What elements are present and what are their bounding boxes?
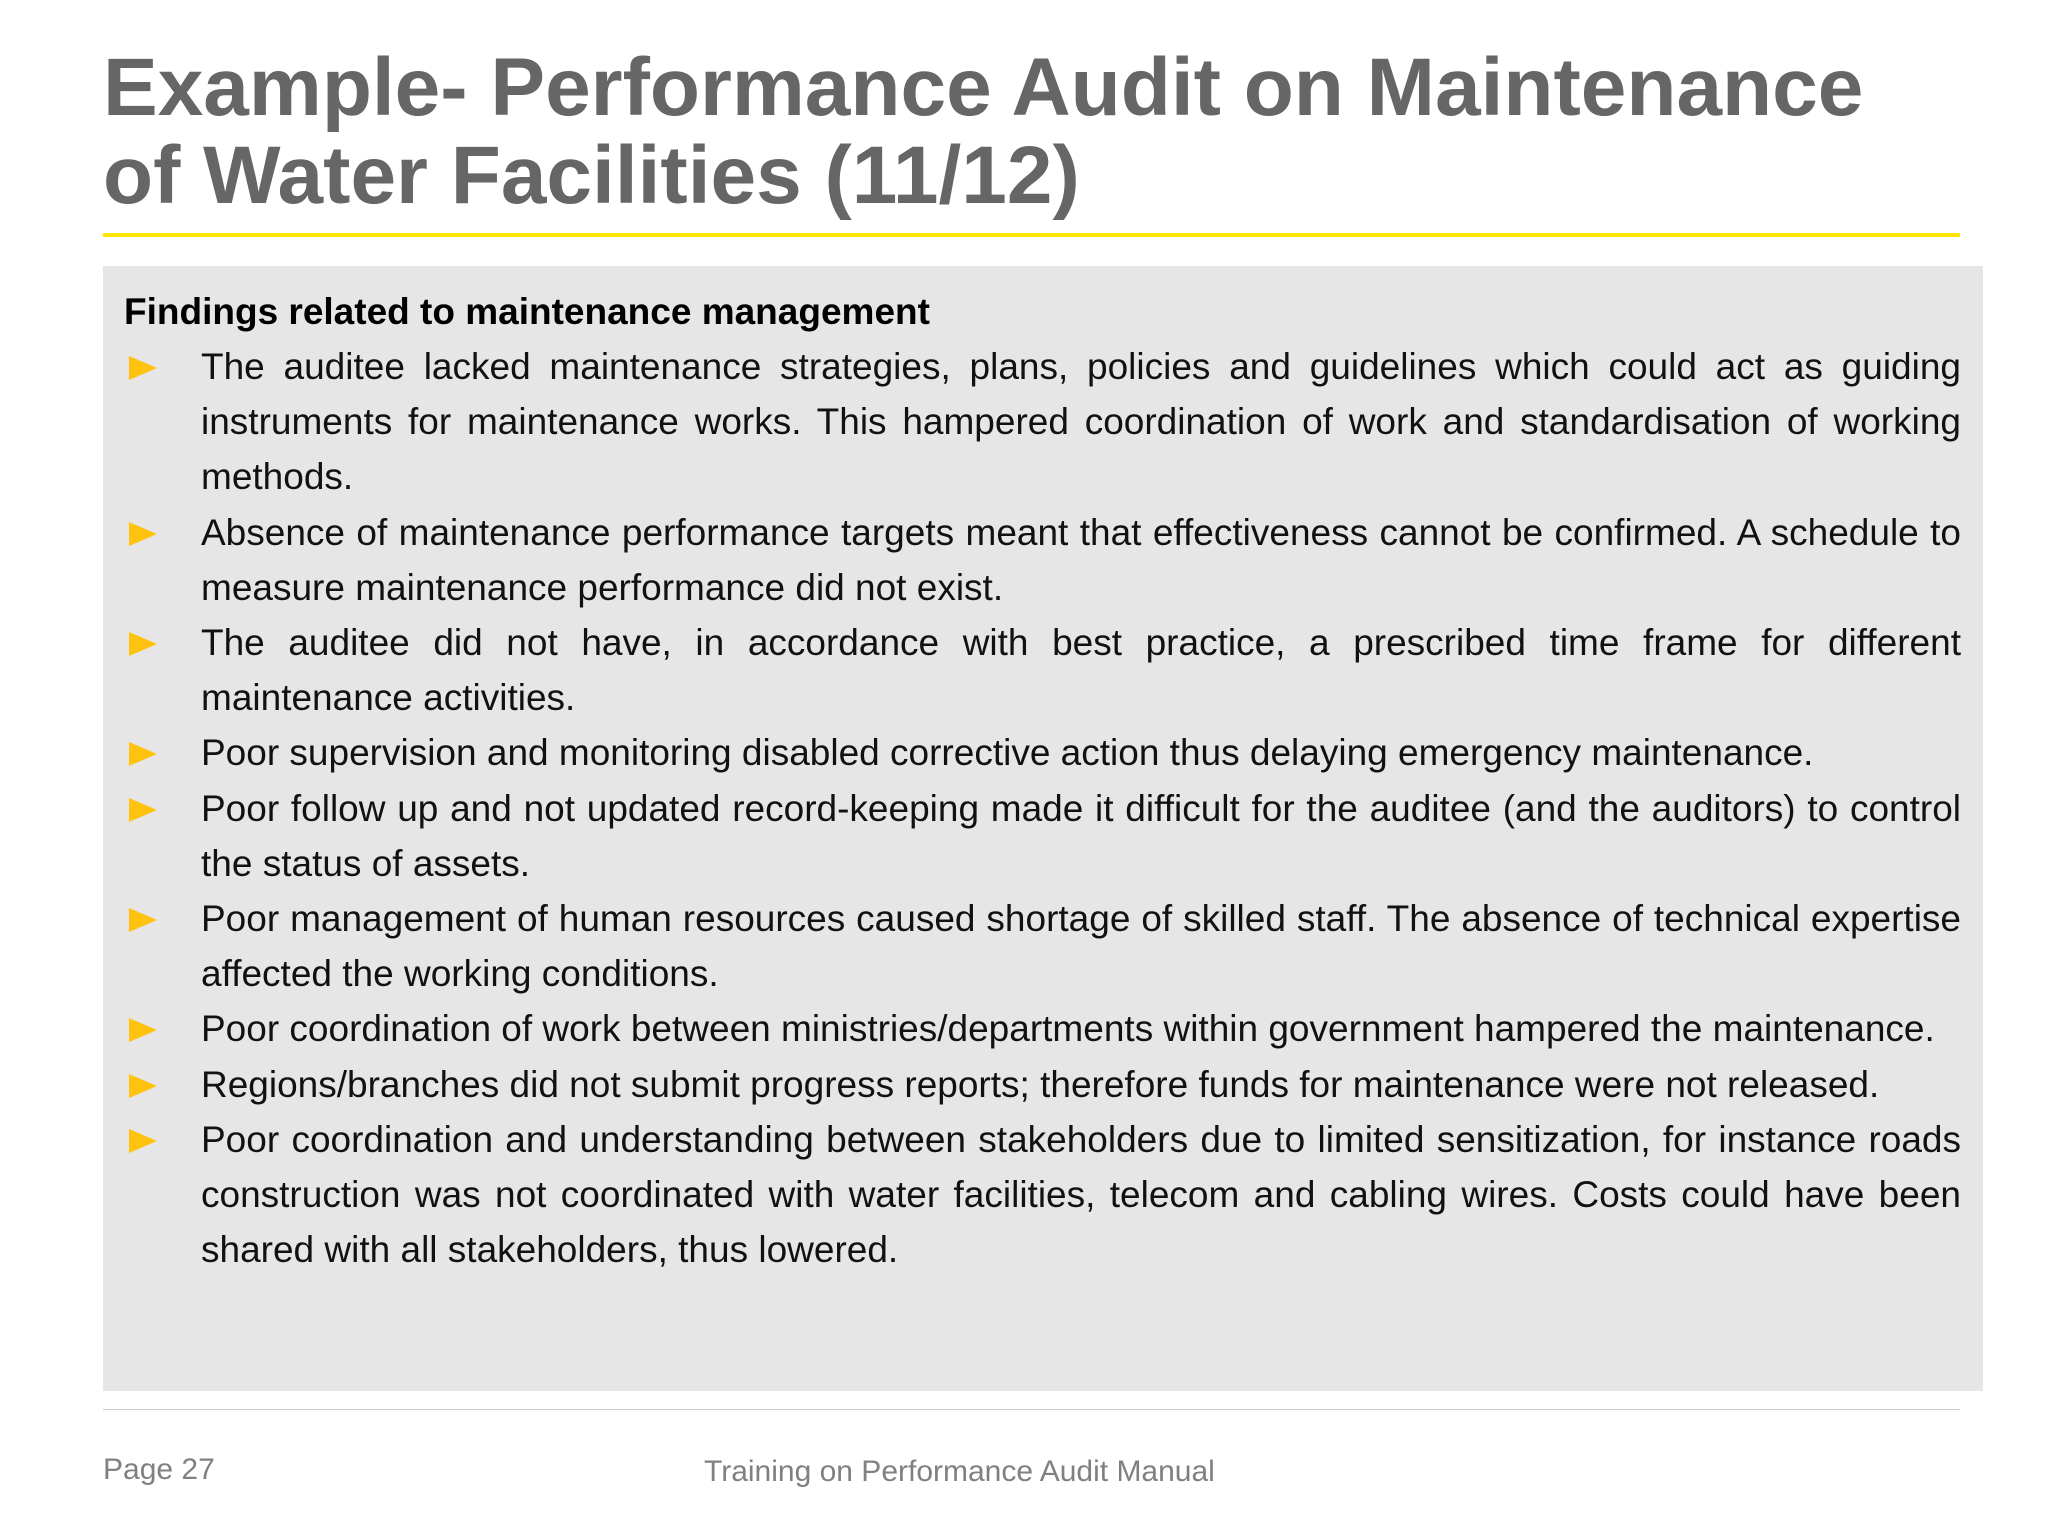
finding-text: Poor coordination of work between ministries/departments within government hampered the maintenance.	[201, 1008, 1935, 1050]
triangle-bullet-icon	[129, 908, 157, 932]
triangle-bullet-icon	[129, 1129, 157, 1153]
finding-text: The auditee lacked maintenance strategies, plans, policies and guidelines which could act as guiding instruments for maintenance works. This hampered coordination of work and standardisation of working methods.	[201, 346, 1961, 498]
triangle-bullet-icon	[129, 632, 157, 656]
footer-caption: Training on Performance Audit Manual	[704, 1455, 1215, 1488]
findings-list	[103, 339, 1961, 1277]
finding-item	[103, 1112, 1961, 1278]
triangle-bullet-icon	[129, 522, 157, 546]
findings-panel	[103, 266, 1983, 1391]
page-number: Page 27	[103, 1453, 215, 1486]
triangle-bullet-icon	[129, 1074, 157, 1098]
finding-item	[103, 781, 1961, 891]
findings-heading: Findings related to maintenance management	[124, 291, 930, 332]
triangle-bullet-icon	[129, 798, 157, 822]
finding-item	[103, 505, 1961, 615]
triangle-bullet-icon	[129, 742, 157, 766]
finding-item	[103, 1001, 1961, 1056]
finding-item	[103, 725, 1961, 780]
slide-title: Example- Performance Audit on Maintenance of Water Facilities (11/12)	[103, 42, 1864, 221]
finding-text: The auditee did not have, in accordance with best practice, a prescribed time frame for different maintenance activities.	[201, 622, 1961, 719]
finding-text: Poor supervision and monitoring disabled corrective action thus delaying emergency maintenance.	[201, 732, 1814, 774]
finding-text: Absence of maintenance performance targets meant that effectiveness cannot be confirmed. A schedule to measure maintenance performance did not exist.	[201, 511, 1961, 608]
title-underline	[103, 233, 1960, 237]
finding-item	[103, 615, 1961, 725]
finding-text: Poor follow up and not updated record-keeping made it difficult for the auditee (and the auditors) to control the status of assets.	[201, 787, 1961, 884]
finding-text: Poor coordination and understanding between stakeholders due to limited sensitization, for instance roads construction was not coordinated with water facilities, telecom and cabling wires. Costs could have been shared with all stakeholders, thus lowered.	[201, 1118, 1961, 1271]
finding-text: Poor management of human resources caused shortage of skilled staff. The absence of technical expertise affected the working conditions.	[201, 898, 1961, 995]
triangle-bullet-icon	[129, 356, 157, 380]
finding-item	[103, 891, 1961, 1001]
finding-item	[103, 339, 1961, 505]
triangle-bullet-icon	[129, 1018, 157, 1042]
finding-item	[103, 1057, 1961, 1112]
footer-divider	[103, 1409, 1960, 1410]
finding-text: Regions/branches did not submit progress reports; therefore funds for maintenance were not released.	[201, 1063, 1880, 1105]
